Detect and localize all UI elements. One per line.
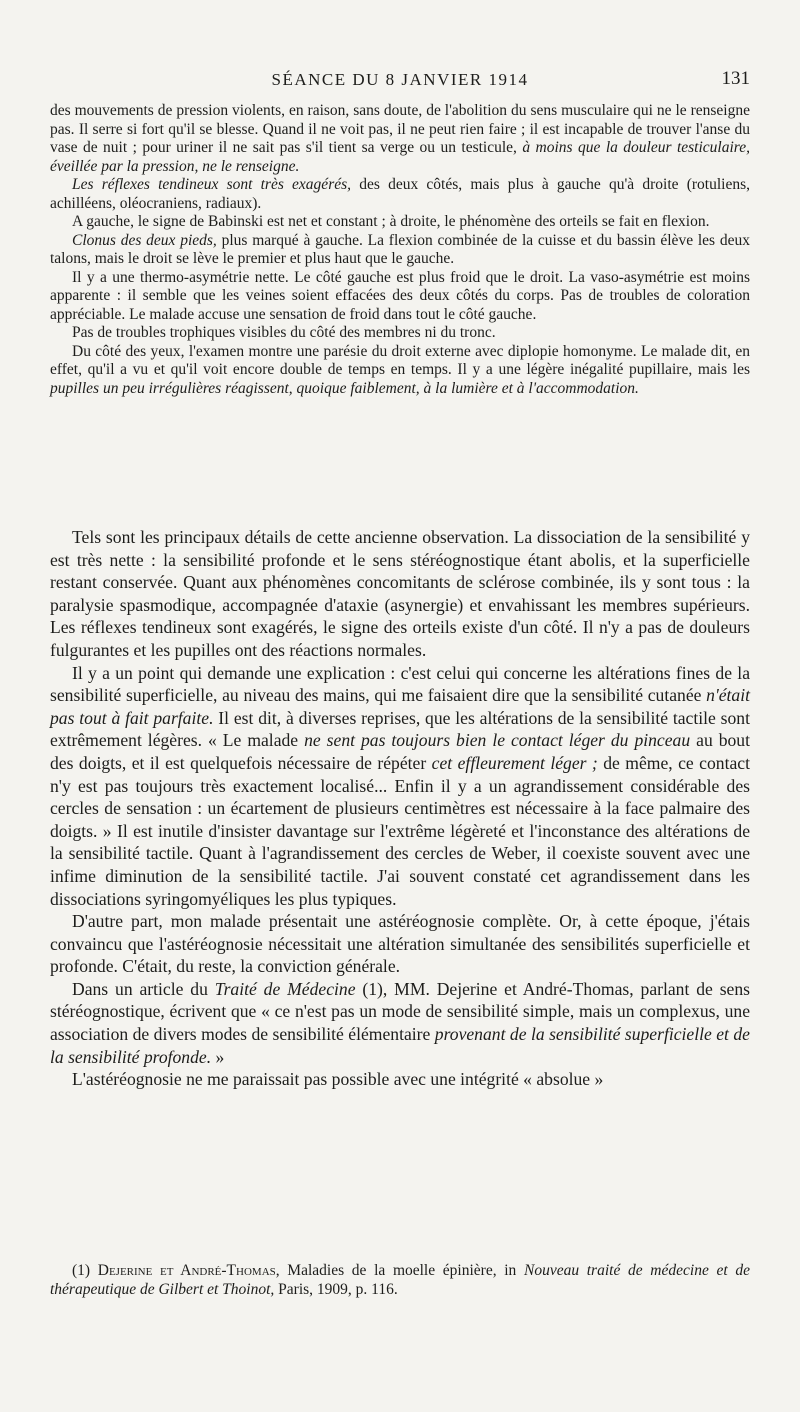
paragraph: Tels sont les principaux détails de cette ancienne observation. La dissociation de la sensibilité y est très nette : la sensibilité profonde et le sens stéréognostique étant abolis, et la superficielle restant conservée. Quant aux phénomènes concomitants de sclérose combinée, ils y sont tous : la paralysie spasmodique, accompagnée d'ataxie (asynergie) et envahissant les membres supérieurs. Les réflexes tendineux sont exagérés, le signe des orteils existe d'un côté. Il n'y a pas de douleurs fulgurantes et les pupilles ont des réactions normales. — [50, 527, 750, 660]
observation-text — [50, 102, 750, 398]
paragraph: L'astéréognosie ne me paraissait pas possible avec une intégrité « absolue » — [72, 1069, 604, 1090]
footnote — [50, 1262, 750, 1299]
paragraph: Du côté des yeux, l'examen montre une parésie du droit externe avec diplopie homonyme. Le malade dit, en effet, qu'il a vu et qu'il voit encore double de temps en temps. Il y a une légère inégalité pupillaire, mais les pupilles un peu irrégulières réagissent, quoique faiblement, à la lumière et à l'accommodation. — [50, 342, 750, 397]
footnote-text: (1) Dejerine et André-Thomas, Maladies de la moelle épinière, in Nouveau traité de médecine et de thérapeutique de Gilbert et Thoinot, Paris, 1909, p. 116. — [50, 1262, 750, 1298]
page-number: 131 — [721, 68, 750, 89]
paragraph: Dans un article du Traité de Médecine (1), MM. Dejerine et André-Thomas, parlant de sens stéréognostique, écrivent que « ce n'est pas un mode de sensibilité simple, mais un complexus, une association de divers modes de sensibilité élémentaire provenant de la sensibilité superficielle et de la sensibilité profonde. » — [50, 978, 750, 1067]
paragraph: Il y a un point qui demande une explication : c'est celui qui concerne les altérations fines de la sensibilité superficielle, au niveau des mains, qui me faisaient dire que la sensibilité cutanée n'était pas tout à fait parfaite. Il est dit, à diverses reprises, que les altérations de la sensibilité tactile sont extrêmement légères. « Le malade ne sent pas toujours bien le contact léger du pinceau au bout des doigts, et il est quelquefois nécessaire de répéter cet effleurement léger ; de même, ce contact n'y est pas toujours très exactement localisé... Enfin il y a un agrandissement considérable des cercles de sensation : un écartement de plusieurs centimètres est nécessaire à la face palmaire des doigts. » Il est inutile d'insister davantage sur l'extrême légèreté et l'inconstance des altérations de la sensibilité tactile. Quant à l'agrandissement des cercles de Weber, il coexiste souvent avec une infime diminution de la sensibilité tactile. J'ai souvent constaté cet agrandissement dans les dissociations syringomyéliques les plus typiques. — [50, 662, 750, 909]
paragraph: Les réflexes tendineux sont très exagérés, des deux côtés, mais plus à gauche qu'à droite (rotuliens, achilléens, oléocraniens, radiaux). — [50, 176, 750, 212]
paragraph: A gauche, le signe de Babinski est net et constant ; à droite, le phénomène des orteils se fait en flexion. — [72, 213, 710, 230]
discussion-text — [50, 526, 750, 1091]
paragraph: Pas de troubles trophiques visibles du côté des membres ni du tronc. — [72, 324, 496, 341]
running-title: SÉANCE DU 8 JANVIER 1914 — [271, 70, 529, 89]
page-header — [50, 66, 750, 94]
paragraph: Clonus des deux pieds, plus marqué à gauche. La flexion combinée de la cuisse et du bassin élève les deux talons, mais le droit se lève le premier et plus haut que le gauche. — [50, 231, 750, 267]
paragraph: Il y a une thermo-asymétrie nette. Le côté gauche est plus froid que le droit. La vaso-asymétrie est moins apparente : il semble que les veines soient effacées des deux côtés du corps. Pas de troubles de coloration appréciable. Le malade accuse une sensation de froid dans tout le côté gauche. — [50, 268, 750, 323]
paragraph: des mouvements de pression violents, en raison, sans doute, de l'abolition du sens musculaire qui ne le renseigne pas. Il serre si fort qu'il se blesse. Quand il ne voit pas, il ne peut rien faire ; il est incapable de trouver l'anse du vase de nuit ; pour uriner il ne sait pas s'il tient sa verge ou un testicule, à moins que la douleur testiculaire, éveillée par la pression, ne le renseigne. — [50, 102, 750, 175]
paragraph: D'autre part, mon malade présentait une astéréognosie complète. Or, à cette époque, j'étais convaincu que l'astéréognosie nécessitait une altération simultanée des sensibilités superficielle et profonde. C'était, du reste, la conviction générale. — [50, 911, 750, 977]
